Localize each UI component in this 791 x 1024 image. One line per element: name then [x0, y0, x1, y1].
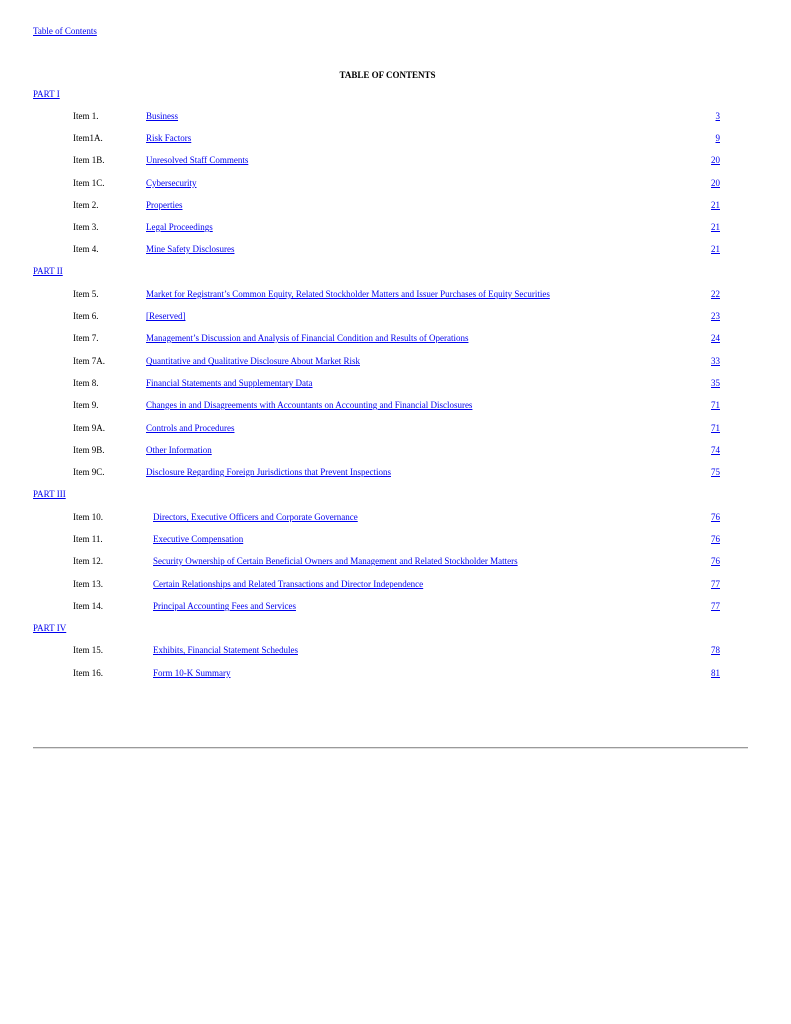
toc-row — [0, 333, 791, 345]
item-number: Item 12. — [73, 556, 103, 566]
item-title-link[interactable]: Legal Proceedings — [146, 222, 213, 232]
item-number: Item 9. — [73, 400, 99, 410]
item-number: Item 1. — [73, 111, 99, 121]
item-number: Item 1B. — [73, 155, 105, 165]
item-page-link[interactable]: 21 — [711, 200, 720, 210]
item-number: Item 7. — [73, 333, 99, 343]
item-title-link[interactable]: Quantitative and Qualitative Disclosure About Market Risk — [146, 356, 360, 366]
toc-row — [0, 133, 791, 145]
item-number: Item 3. — [73, 222, 99, 232]
item-page-link[interactable]: 76 — [711, 512, 720, 522]
item-page-link[interactable]: 76 — [711, 556, 720, 566]
item-title-link[interactable]: Security Ownership of Certain Beneficial Owners and Management and Related Stockholder Matters — [153, 556, 518, 566]
toc-row — [0, 579, 791, 591]
item-page-link[interactable]: 81 — [711, 668, 720, 678]
toc-row — [0, 289, 791, 301]
item-page-link[interactable]: 3 — [715, 111, 720, 121]
item-title-link[interactable]: Risk Factors — [146, 133, 192, 143]
item-page-link[interactable]: 20 — [711, 155, 720, 165]
item-title-link[interactable]: Controls and Procedures — [146, 423, 235, 433]
item-number: Item 16. — [73, 668, 103, 678]
toc-row — [0, 311, 791, 323]
item-title-link[interactable]: Form 10-K Summary — [153, 668, 231, 678]
item-number: Item 7A. — [73, 356, 105, 366]
toc-row — [0, 178, 791, 190]
item-number: Item 9A. — [73, 423, 105, 433]
item-page-link[interactable]: 23 — [711, 311, 720, 321]
item-page-link[interactable]: 76 — [711, 534, 720, 544]
item-title-link[interactable]: Executive Compensation — [153, 534, 244, 544]
item-title-link[interactable]: Disclosure Regarding Foreign Jurisdictions that Prevent Inspections — [146, 467, 391, 477]
item-number: Item 11. — [73, 534, 103, 544]
item-title-link[interactable]: Financial Statements and Supplementary Data — [146, 378, 313, 388]
item-page-link[interactable]: 74 — [711, 445, 720, 455]
toc-row — [0, 200, 791, 212]
item-title-link[interactable]: Properties — [146, 200, 183, 210]
item-title-link[interactable]: Cybersecurity — [146, 178, 197, 188]
part-1-link[interactable]: PART I — [33, 89, 60, 99]
item-title-link[interactable]: Unresolved Staff Comments — [146, 155, 249, 165]
item-number: Item 5. — [73, 289, 99, 299]
item-page-link[interactable]: 77 — [711, 579, 720, 589]
toc-row — [0, 556, 791, 568]
item-title-link[interactable]: Principal Accounting Fees and Services — [153, 601, 296, 611]
toc-row — [0, 601, 791, 613]
item-number: Item1A. — [73, 133, 103, 143]
item-number: Item 8. — [73, 378, 99, 388]
item-page-link[interactable]: 33 — [711, 356, 720, 366]
item-title-link[interactable]: Certain Relationships and Related Transactions and Director Independence — [153, 579, 424, 589]
item-page-link[interactable]: 77 — [711, 601, 720, 611]
item-number: Item 6. — [73, 311, 99, 321]
toc-row — [0, 645, 791, 657]
toc-row — [0, 155, 791, 167]
toc-row — [0, 668, 791, 680]
item-title-link[interactable]: Business — [146, 111, 179, 121]
item-number: Item 14. — [73, 601, 103, 611]
toc-row — [0, 467, 791, 479]
item-title-link[interactable]: Management’s Discussion and Analysis of Financial Condition and Results of Operations — [146, 333, 469, 343]
item-number: Item 10. — [73, 512, 103, 522]
toc-row — [0, 356, 791, 368]
item-page-link[interactable]: 75 — [711, 467, 720, 477]
item-page-link[interactable]: 9 — [715, 133, 720, 143]
toc-row — [0, 445, 791, 457]
page-title: TABLE OF CONTENTS — [339, 70, 436, 80]
item-page-link[interactable]: 22 — [711, 289, 720, 299]
toc-row — [0, 378, 791, 390]
item-number: Item 13. — [73, 579, 103, 589]
item-page-link[interactable]: 35 — [711, 378, 720, 388]
item-title-link[interactable]: [Reserved] — [146, 311, 186, 321]
item-number: Item 9B. — [73, 445, 105, 455]
item-number: Item 9C. — [73, 467, 105, 477]
toc-row — [0, 512, 791, 524]
item-page-link[interactable]: 21 — [711, 222, 720, 232]
item-page-link[interactable]: 71 — [711, 400, 720, 410]
item-title-link[interactable]: Directors, Executive Officers and Corporate Governance — [153, 512, 358, 522]
item-page-link[interactable]: 78 — [711, 645, 720, 655]
item-title-link[interactable]: Other Information — [146, 445, 212, 455]
item-title-link[interactable]: Exhibits, Financial Statement Schedules — [153, 645, 298, 655]
item-number: Item 4. — [73, 244, 99, 254]
toc-row — [0, 400, 791, 412]
item-title-link[interactable]: Changes in and Disagreements with Accountants on Accounting and Financial Disclosures — [146, 400, 473, 410]
table-of-contents-link[interactable]: Table of Contents — [33, 26, 97, 36]
toc-row — [0, 222, 791, 234]
item-page-link[interactable]: 71 — [711, 423, 720, 433]
item-number: Item 2. — [73, 200, 99, 210]
item-number: Item 15. — [73, 645, 103, 655]
item-page-link[interactable]: 24 — [711, 333, 720, 343]
page-divider — [33, 747, 748, 749]
part-3-link[interactable]: PART III — [33, 489, 66, 499]
item-page-link[interactable]: 20 — [711, 178, 720, 188]
item-number: Item 1C. — [73, 178, 105, 188]
toc-row — [0, 111, 791, 123]
toc-row — [0, 244, 791, 256]
item-page-link[interactable]: 21 — [711, 244, 720, 254]
item-title-link[interactable]: Market for Registrant’s Common Equity, Related Stockholder Matters and Issuer Purchases of Equity Securities — [146, 289, 550, 299]
item-title-link[interactable]: Mine Safety Disclosures — [146, 244, 235, 254]
toc-row — [0, 423, 791, 435]
part-4-link[interactable]: PART IV — [33, 623, 67, 633]
toc-row — [0, 534, 791, 546]
part-2-link[interactable]: PART II — [33, 266, 63, 276]
